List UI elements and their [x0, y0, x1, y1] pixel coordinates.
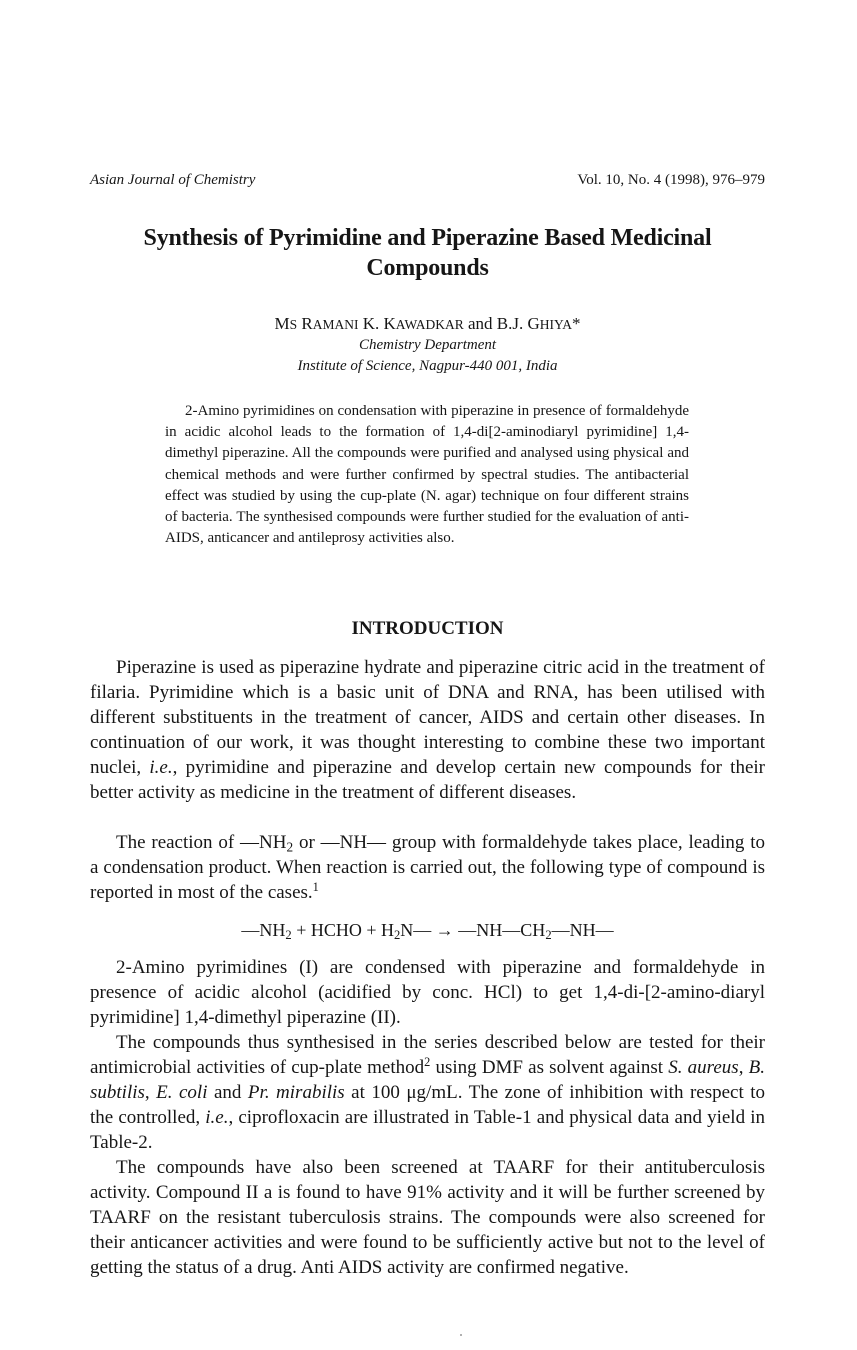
journal-name: Asian Journal of Chemistry	[90, 172, 256, 188]
affiliation-institute: Institute of Science, Nagpur-440 001, India	[297, 358, 558, 374]
affiliation-department: Chemistry Department	[358, 337, 497, 353]
paragraph-3: 2-Amino pyrimidines (I) are condensed with piperazine and formaldehyde in presence of acidic alcohol (acidified by conc. HCl) to get 1,4-di-[2-amino-diaryl pyrimidine] 1,4-dimethyl piperazine (II).	[90, 957, 765, 1029]
paper-title: Synthesis of Pyrimidine and Piperazine Based Medicinal Compounds	[143, 225, 712, 281]
author-line: MS RAMANI K. KAWADKAR and B.J. GHIYA*	[274, 314, 581, 333]
abstract: 2-Amino pyrimidines on condensation with piperazine in presence of formaldehyde in acidic alcohol leads to the formation of 1,4-di[2-aminodiaryl pyrimidine] 1,4-dimethyl piperazine. All the compounds were purified and analysed using physical and chemical methods and were further confirmed by spectral studies. The antibacterial effect was studied by using the cup-plate (N. agar) technique on four different strains of bacteria. The synthesised compounds were further studied for the evaluation of anti-AIDS, anticancer and antileprosy activities also.	[165, 403, 689, 547]
paragraph-5: The compounds have also been screened at TAARF for their antituberculosis activity. Compound II a is found to have 91% activity and it will be further screened by TAARF on the resistant tuberculosis strains. The compounds were also screened for their anticancer activities and were found to be sufficiently active but not to the level of getting the status of a drug. Anti AIDS activity are confirmed negative.	[90, 1157, 765, 1279]
paragraph-2: The reaction of $—NH_2$ or —NH— group with formaldehyde takes place, leading to a condensation product. When reaction is carried out, the following type of compound is reported in most of the cases.$^1$	[90, 832, 765, 904]
volume-info: Vol. 10, No. 4 (1998), 976–979	[577, 172, 765, 188]
corresponding-author-mark: *	[572, 314, 581, 333]
reaction-equation: $—NH_2$ + HCHO + $H_2N—$ → $—NH—CH_2—NH—$	[241, 920, 614, 943]
paragraph-1: Piperazine is used as piperazine hydrate and piperazine citric acid in the treatment of filaria. Pyrimidine which is a basic unit of DNA and RNA, has been utilised with different substituents in the treatment of cancer, AIDS and certain other diseases. In continuation of our work, it was thought interesting to combine these two important nuclei, i.e., pyrimidine and piperazine and develop certain new compounds for their better activity as medicine in the treatment of different diseases.	[90, 657, 765, 804]
reference-2: 2	[424, 1055, 431, 1070]
section-heading-introduction: INTRODUCTION	[351, 618, 504, 639]
reference-1: 1	[312, 880, 319, 895]
paragraph-4: The compounds thus synthesised in the series described below are tested for their antimicrobial activities of cup-plate method$^2$ using DMF as solvent against S. aureus, B. subtilis, E. coli and Pr. mirabilis at 100 μg/mL. The zone of inhibition with respect to the controlled, i.e., ciprofloxacin are illustrated in Table-1 and physical data and yield in Table-2.	[90, 1032, 766, 1154]
scan-speck	[460, 1334, 462, 1336]
